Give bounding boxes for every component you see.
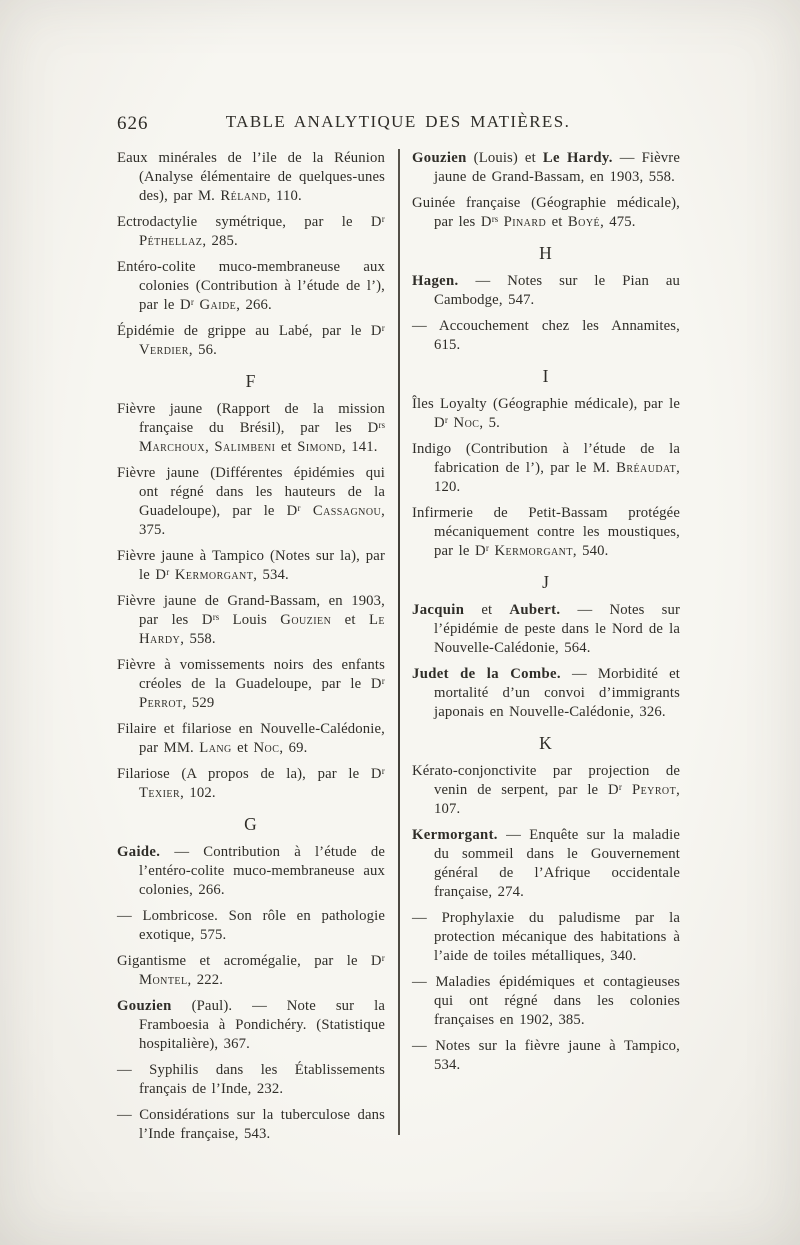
index-entry (412, 440, 680, 497)
section-heading: K (539, 733, 553, 753)
page-title: TABLE ANALYTIQUE DES MATIÈRES. (225, 112, 571, 131)
person-name-smallcaps: Le Hardy (139, 612, 385, 647)
section-heading: I (542, 366, 550, 386)
author-name-bold: Jacquin (412, 602, 465, 618)
author-name-bold: Le Hardy. (542, 150, 613, 166)
index-entry (117, 400, 385, 457)
entry-text: , 56. (188, 342, 217, 358)
person-name-smallcaps: Kermorgant (494, 543, 573, 559)
entry-text: et (546, 214, 568, 230)
entry-text: , 534. (253, 567, 289, 583)
index-entry (412, 194, 680, 232)
entry-text: — Prophylaxie du paludisme par la protection mécanique des habitations à l’aide de toiles métalliques, 340. (412, 910, 680, 964)
entry-text: — Morbidité et mortalité d’un convoi d’immigrants japonais en Nouvelle-Calédonie, 326. (434, 666, 680, 720)
entry-text: Kérato-conjonctivite par projection de venin de serpent, par le Dʳ (412, 763, 680, 798)
entry-text: — Notes sur la fièvre jaune à Tampico, 534. (412, 1038, 680, 1073)
entry-text: , 540. (572, 543, 609, 559)
entry-text: Fièvre à vomissements noirs des enfants créoles de la Guadeloupe, par le Dʳ (117, 657, 385, 692)
person-name-smallcaps: Boyé (567, 214, 601, 230)
index-entry (117, 952, 385, 990)
author-name-bold: Gouzien (117, 998, 172, 1014)
person-name-smallcaps: Réland (220, 188, 267, 204)
author-name-bold: Kermorgant. (412, 827, 498, 843)
index-entry (117, 656, 385, 713)
entry-text: Infirmerie de Petit-Bassam protégée mécaniquement contre les moustiques, par le Dʳ (412, 505, 680, 559)
author-name-bold: Aubert. (509, 602, 561, 618)
entry-text: — Lombricose. Son rôle en pathologie exotique, 575. (117, 908, 385, 943)
column-right (412, 149, 680, 1151)
index-entry (117, 843, 385, 900)
person-name-smallcaps: Kermorgant (174, 567, 254, 583)
index-columns (117, 149, 680, 1151)
index-entry (412, 909, 680, 966)
entry-text: , 110. (266, 188, 302, 204)
page-header (117, 112, 679, 132)
index-entry (412, 504, 680, 561)
index-entry (117, 213, 385, 251)
entry-text: et (464, 602, 510, 618)
index-entry (412, 395, 680, 433)
person-name-smallcaps: Peyrot (631, 782, 677, 798)
entry-text: — Accouchement chez les Annamites, 615. (412, 318, 680, 353)
person-name-smallcaps: Montel (139, 972, 188, 988)
entry-text: — Considérations sur la tuberculose dans l’Inde française, 543. (117, 1107, 385, 1142)
person-name-smallcaps: Lang (199, 740, 232, 756)
person-name-smallcaps: Simond (297, 439, 342, 455)
entry-text: Eaux minérales de l’ile de la Réunion (Analyse élémentaire de quelques-unes des), par M. (117, 150, 385, 204)
index-entry (117, 720, 385, 758)
person-name-smallcaps: Salimbeni (214, 439, 276, 455)
index-entry (117, 997, 385, 1054)
entry-text: Ectrodactylie symétrique, par le Dʳ (117, 214, 385, 230)
person-name-smallcaps: Gouzien (280, 612, 332, 628)
index-entry (117, 322, 385, 360)
index-entry (412, 665, 680, 722)
entry-text: , 285. (202, 233, 238, 249)
person-name-smallcaps: Noc (453, 415, 480, 431)
index-entry (117, 592, 385, 649)
index-entry (412, 973, 680, 1030)
person-name-smallcaps: Verdier (139, 342, 189, 358)
entry-text: , 141. (341, 439, 378, 455)
entry-text: , 375. (139, 503, 385, 538)
entry-text: et (275, 439, 298, 455)
section-heading: G (244, 814, 258, 834)
person-name-smallcaps: Péthellaz (139, 233, 203, 249)
index-entry (412, 762, 680, 819)
column-left (117, 149, 385, 1151)
entry-text: — Maladies épidémiques et contagieuses qui ont régné dans les colonies françaises en 1902, 385. (412, 974, 680, 1028)
entry-text: (Paul). — Note sur la Framboesia à Pondichéry. (Statistique hospitalière), 367. (139, 998, 385, 1052)
entry-text: — Notes sur le Pian au Cambodge, 547. (434, 273, 680, 308)
person-name-smallcaps: Cassagnou (312, 503, 382, 519)
entry-text: , 120. (434, 460, 680, 495)
entry-text: Îles Loyalty (Géographie médicale), par le Dʳ (412, 396, 680, 431)
entry-text: Épidémie de grippe au Labé, par le Dʳ (117, 323, 385, 339)
entry-text: , 107. (434, 782, 680, 817)
entry-text: et (231, 740, 254, 756)
section-heading: H (539, 243, 553, 263)
entry-text: , 5. (479, 415, 500, 431)
author-name-bold: Hagen. (412, 273, 459, 289)
entry-text: Filariose (A propos de la), par le Dʳ (117, 766, 385, 782)
index-entry (117, 907, 385, 945)
person-name-smallcaps: Texier (139, 785, 181, 801)
entry-text: , 475. (600, 214, 636, 230)
entry-text: Guinée française (Géographie médicale), par les Dʳˢ (412, 195, 680, 230)
section-heading: F (245, 371, 257, 391)
entry-text: Fièvre jaune à Tampico (Notes sur la), par le Dʳ (117, 548, 385, 583)
entry-text: — Fièvre jaune de Grand-Bassam, en 1903, 558. (434, 150, 680, 185)
column-divider-rule (398, 149, 400, 1135)
entry-text: Indigo (Contribution à l’étude de la fabrication de l’), par le M. (412, 441, 680, 476)
index-entry (117, 547, 385, 585)
person-name-smallcaps: Bréaudat (616, 460, 677, 476)
index-entry (412, 601, 680, 658)
page-number: 626 (117, 113, 149, 134)
entry-text: Fièvre jaune (Rapport de la mission française du Brésil), par les Dʳˢ (117, 401, 385, 436)
entry-text: , 222. (187, 972, 224, 988)
author-name-bold: Gaide. (117, 844, 161, 860)
entry-text: Filaire et filariose en Nouvelle-Calédonie, par MM. (117, 721, 385, 756)
section-heading: J (542, 572, 550, 592)
index-entry (117, 258, 385, 315)
person-name-smallcaps: Perrot (139, 695, 183, 711)
index-entry (117, 1106, 385, 1144)
entry-text: et (331, 612, 370, 628)
index-entry (117, 765, 385, 803)
author-name-bold: Judet de la Combe. (412, 666, 561, 682)
person-name-smallcaps: Marchoux (139, 439, 206, 455)
entry-text: Fièvre jaune (Différentes épidémies qui ont régné dans les hauteurs de la Guadeloupe), par le Dʳ (117, 465, 385, 519)
index-entry (412, 826, 680, 902)
entry-text: , 529 (182, 695, 215, 711)
index-entry (117, 1061, 385, 1099)
index-entry (412, 317, 680, 355)
entry-text: , 69. (279, 740, 308, 756)
entry-text: , (205, 439, 215, 455)
index-entry (117, 149, 385, 206)
person-name-smallcaps: Gaide (199, 297, 237, 313)
entry-text: — Contribution à l’étude de l’entéro-colite muco-membraneuse aux colonies, 266. (139, 844, 385, 898)
entry-text: — Notes sur l’épidémie de peste dans le Nord de la Nouvelle-Calédonie, 564. (434, 602, 680, 656)
index-entry (412, 1037, 680, 1075)
person-name-smallcaps: Pinard (503, 214, 547, 230)
entry-text: , 266. (236, 297, 272, 313)
entry-text: (Louis) et (466, 150, 543, 166)
entry-text: — Enquête sur la maladie du sommeil dans le Gouvernement général de l’Afrique occidentale française, 274. (434, 827, 680, 900)
index-entry (117, 464, 385, 540)
entry-text: Fièvre jaune de Grand-Bassam, en 1903, par les Dʳˢ Louis (117, 593, 385, 628)
index-entry (412, 272, 680, 310)
entry-text: — Syphilis dans les Établissements français de l’Inde, 232. (117, 1062, 385, 1097)
entry-text: Gigantisme et acromégalie, par le Dʳ (117, 953, 385, 969)
person-name-smallcaps: Noc (253, 740, 280, 756)
entry-text: , 102. (180, 785, 216, 801)
author-name-bold: Gouzien (412, 150, 467, 166)
index-entry (412, 149, 680, 187)
entry-text: , 558. (180, 631, 216, 647)
entry-text: Entéro-colite muco-membraneuse aux colonies (Contribution à l’étude de l’), par le Dʳ (117, 259, 385, 313)
